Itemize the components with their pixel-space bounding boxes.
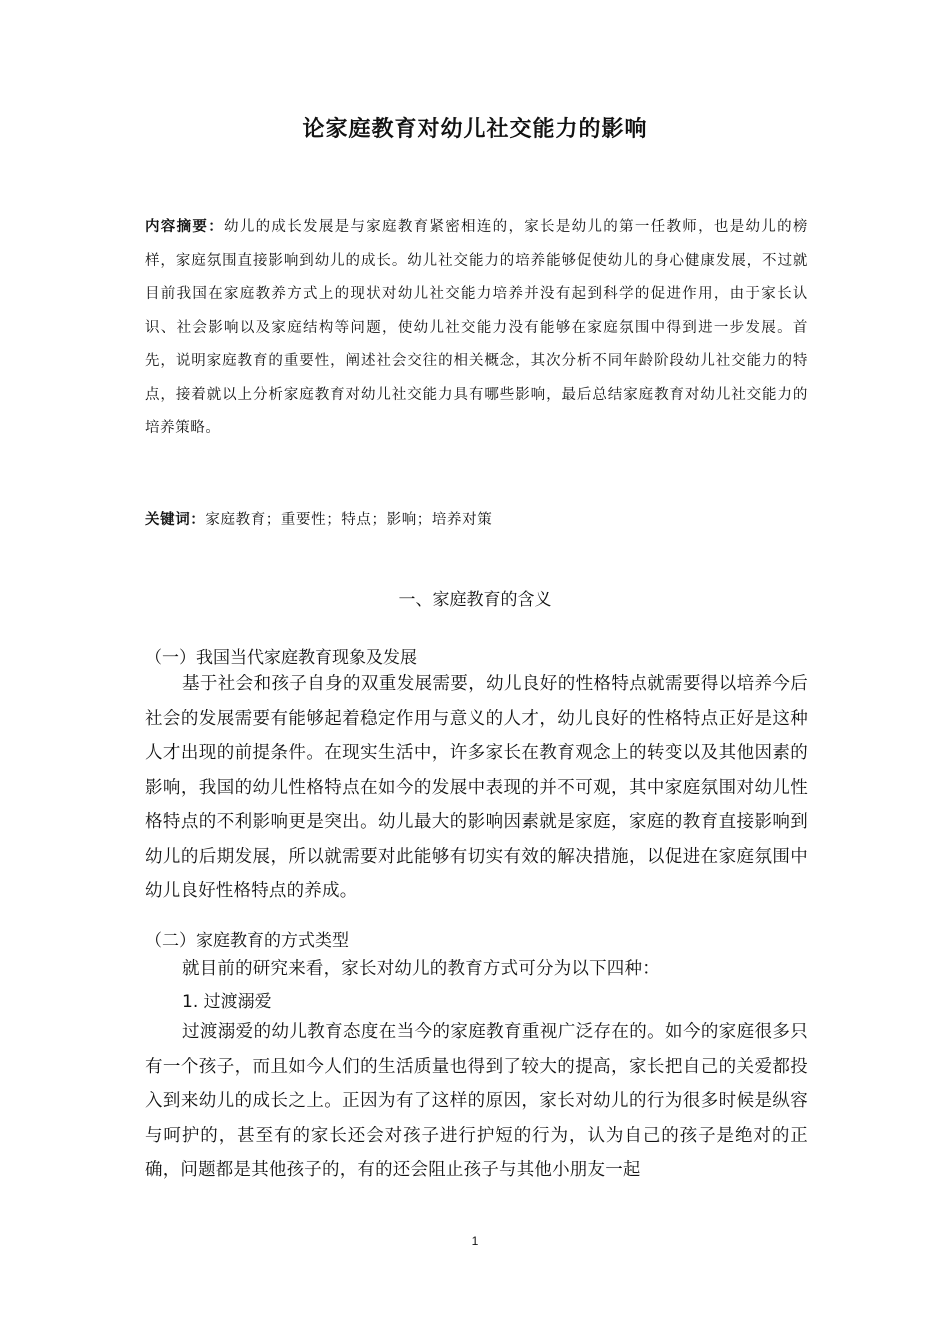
abstract bbox=[145, 211, 808, 446]
list-item-heading-1: 1. 过渡溺爱 bbox=[182, 992, 272, 1012]
abstract-text: 幼儿的成长发展是与家庭教育紧密相连的，家长是幼儿的第一任教师，也是幼儿的榜样，家庭氛围直接影响到幼儿的成长。幼儿社交能力的培养能够促使幼儿的身心健康发展，不过就目前我国在家庭教养方式上的现状对幼儿社交能力培养并没有起到科学的促进作用，由于家长认识、社会影响以及家庭结构等问题，使幼儿社交能力没有能够在家庭氛围中得到进一步发展。首先，说明家庭教育的重要性，阐述社会交往的相关概念，其次分析不同年龄阶段幼儿社交能力的特点，接着就以上分析家庭教育对幼儿社交能力具有哪些影响，最后总结家庭教育对幼儿社交能力的培养策略。 bbox=[145, 219, 808, 436]
body-paragraph-intro: 就目前的研究来看，家长对幼儿的教育方式可分为以下四种： bbox=[182, 959, 660, 979]
page-number: 1 bbox=[471, 1234, 479, 1248]
document-title: 论家庭教育对幼儿社交能力的影响 bbox=[302, 117, 648, 142]
subsection-heading-2: （二）家庭教育的方式类型 bbox=[145, 931, 349, 951]
abstract-label: 内容摘要： bbox=[145, 219, 225, 235]
body-paragraph-2: 过渡溺爱的幼儿教育态度在当今的家庭教育重视广泛存在的。如今的家庭很多只有一个孩子，而且如今人们的生活质量也得到了较大的提高，家长把自己的关爱都投入到来幼儿的成长之上。正因为有了这样的原因，家长对幼儿的行为很多时候是纵容与呵护的，甚至有的家长还会对孩子进行护短的行为，认为自己的孩子是绝对的正确，问题都是其他孩子的，有的还会阻止孩子与其他小朋友一起 bbox=[145, 1022, 808, 1180]
body-paragraph-1: 基于社会和孩子自身的双重发展需要，幼儿良好的性格特点就需要得以培养今后社会的发展需要有能够起着稳定作用与意义的人才，幼儿良好的性格特点正好是这种人才出现的前提条件。在现实生活中，许多家长在教育观念上的转变以及其他因素的影响，我国的幼儿性格特点在如今的发展中表现的并不可观，其中家庭氛围对幼儿性格特点的不利影响更是突出。幼儿最大的影响因素就是家庭，家庭的教育直接影响到幼儿的后期发展，所以就需要对此能够有切实有效的解决措施，以促进在家庭氛围中幼儿良好性格特点的养成。 bbox=[145, 674, 808, 901]
section-heading: 一、家庭教育的含义 bbox=[398, 590, 552, 610]
subsection-heading-1: （一）我国当代家庭教育现象及发展 bbox=[145, 648, 417, 668]
keywords bbox=[145, 506, 808, 534]
keywords-text: 家庭教育；重要性；特点；影响；培养对策 bbox=[205, 512, 493, 528]
keywords-label: 关键词： bbox=[145, 512, 206, 528]
